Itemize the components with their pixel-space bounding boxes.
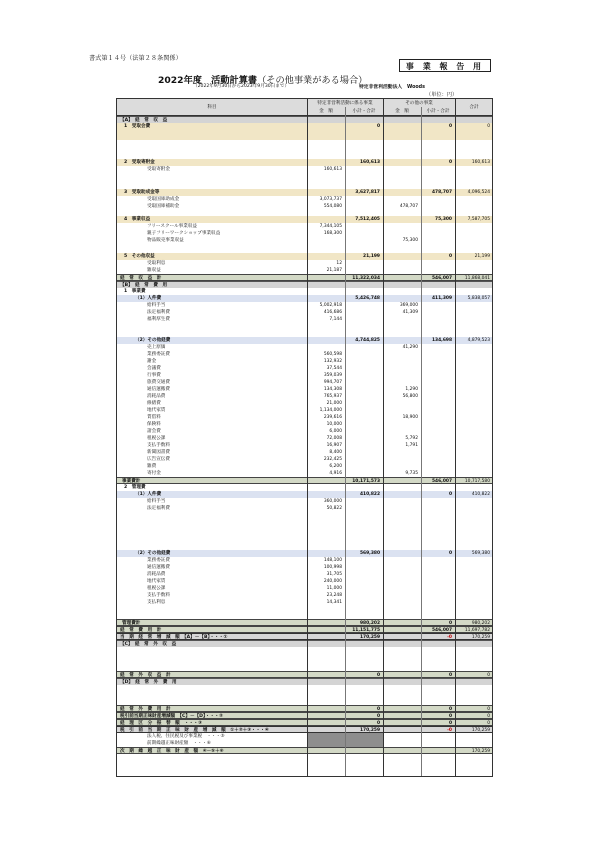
row-label: 【D】 経 常 外 費 用 <box>120 680 177 685</box>
row-label: 経 常 外 費 用 計 <box>120 707 171 712</box>
table-row <box>117 216 492 223</box>
column-divider <box>455 99 456 776</box>
cell-value: 569,380 <box>471 551 490 556</box>
table-row <box>117 400 492 407</box>
cell-value: 554,080 <box>323 204 342 209</box>
cell-value: 560,598 <box>323 352 342 357</box>
table-row <box>117 116 492 123</box>
cell-value: 160,613 <box>360 160 380 165</box>
cell-value: 10,171,573 <box>352 479 380 484</box>
cell-value: 41,309 <box>402 310 418 315</box>
row-label: 租税公課 <box>147 586 166 591</box>
blank-row <box>117 244 492 253</box>
table-row <box>117 281 492 288</box>
cell-value: 5,426,748 <box>355 296 380 301</box>
blank-row <box>117 606 492 619</box>
table-row <box>117 337 492 344</box>
table-row <box>117 705 492 712</box>
header-total: 合計 <box>469 105 479 110</box>
row-label: 保険料 <box>147 422 161 427</box>
cell-value: 50,822 <box>326 506 342 511</box>
table-row <box>117 428 492 435</box>
cell-value: 0 <box>376 714 380 719</box>
cell-value: 4,096,524 <box>467 190 490 195</box>
cell-value: 410,822 <box>360 492 380 497</box>
cell-value: 170,259 <box>471 749 490 754</box>
table-row <box>117 557 492 564</box>
cell-value: 359,039 <box>323 373 342 378</box>
cell-value: 170,259 <box>360 635 380 640</box>
table-row <box>117 393 492 400</box>
cell-value: 9,735 <box>405 471 418 476</box>
header-subtotal-1: 小計・合計 <box>352 109 376 114</box>
table-row <box>117 564 492 571</box>
row-label: 受取利息 <box>147 261 166 266</box>
row-label: （1）人件費 <box>135 492 162 497</box>
activity-statement-table <box>116 98 493 777</box>
header-subtotal-2: 小計・合計 <box>426 109 450 114</box>
table-row <box>117 671 492 678</box>
row-label: 行事費 <box>147 373 161 378</box>
table-row <box>117 626 492 633</box>
cell-value: 0 <box>487 673 490 678</box>
row-label: 受取寄附金 <box>147 167 170 172</box>
cell-value: 18,900 <box>402 415 418 420</box>
row-label: 経 理 区 分 振 替 額 ・・・③ <box>120 721 202 726</box>
table-row <box>117 463 492 470</box>
row-label: 福利厚生費 <box>147 317 170 322</box>
row-label: 経 常 外 収 益 計 <box>120 673 171 678</box>
column-divider <box>307 99 308 776</box>
table-row <box>117 578 492 585</box>
cell-value: 8,400 <box>329 450 342 455</box>
table-row <box>117 344 492 351</box>
organization: 特定非営利活動法人 Woods <box>359 85 425 90</box>
cell-value: 75,300 <box>402 238 418 243</box>
cell-value: 239,616 <box>323 415 342 420</box>
cell-value: 0 <box>487 714 490 719</box>
table-row <box>117 414 492 421</box>
cell-value: 170,259 <box>471 728 490 733</box>
cell-value: 11,151,775 <box>352 628 380 633</box>
table-row <box>117 421 492 428</box>
cell-value: 0 <box>487 721 490 726</box>
row-label: 前期繰越正味財産額 ・・・⑥ <box>147 741 211 746</box>
cell-value: 980,202 <box>360 621 380 626</box>
table-row <box>117 288 492 295</box>
cell-value: 0 <box>448 551 452 556</box>
cell-value: -0 <box>447 728 452 733</box>
blank-row <box>117 512 492 550</box>
cell-value: 1,290 <box>405 387 418 392</box>
row-label: 【C】 経 常 外 収 益 <box>120 642 177 647</box>
table-row <box>117 640 492 647</box>
table-row <box>117 407 492 414</box>
table-row <box>117 442 492 449</box>
cell-value: 0 <box>487 124 490 129</box>
table-row <box>117 449 492 456</box>
form-number: 書式第１４号（法第２８条関係） <box>89 55 182 62</box>
cell-value: 4,916 <box>329 471 342 476</box>
row-label: 2 受取寄附金 <box>124 160 155 165</box>
cell-value: 10,000 <box>326 422 342 427</box>
cell-value: 0 <box>376 673 380 678</box>
row-label: 税 引 前 当 期 正 味 財 産 増 減 額 ①＋②＋③・・・④ <box>120 728 269 733</box>
title-sub: （その他事業がある場合） <box>257 75 368 86</box>
cell-value: 0 <box>448 714 452 719</box>
row-label: 旅費交通費 <box>147 380 170 385</box>
cell-value: 0 <box>448 124 452 129</box>
row-label: 管理費計 <box>122 621 141 626</box>
row-label: 受取国庫補助金 <box>147 204 180 209</box>
cell-value: 546,007 <box>432 479 452 484</box>
row-label: 雑収益 <box>147 268 161 273</box>
table-row <box>117 619 492 626</box>
table-row <box>117 159 492 166</box>
table-row <box>117 365 492 372</box>
table-row <box>117 123 492 140</box>
cell-value: 0 <box>448 254 452 259</box>
row-label: フリースクール事業収益 <box>147 224 198 229</box>
report-label: 事 業 報 告 用 <box>399 59 491 72</box>
table-row <box>117 747 492 754</box>
header-subject: 科目 <box>207 105 217 110</box>
table-row <box>117 358 492 365</box>
cell-value: 160,613 <box>323 167 342 172</box>
table-row <box>117 302 492 309</box>
header-group-other: その他の事業 <box>405 101 433 106</box>
row-label: 給料手当 <box>147 303 166 308</box>
table-row <box>117 351 492 358</box>
cell-value: 10,717,580 <box>464 479 490 484</box>
column-divider <box>421 107 422 776</box>
blank-row <box>117 140 492 159</box>
row-label: 謝金 <box>147 359 157 364</box>
title-main: 2022年度 活動計算書 <box>158 75 258 86</box>
table-row <box>117 733 492 740</box>
cell-value: 1,791 <box>405 443 418 448</box>
cell-value: 11,000 <box>326 586 342 591</box>
row-label: 広告宣伝費 <box>147 457 170 462</box>
row-label: 1 事業費 <box>124 289 146 294</box>
cell-value: 980,202 <box>471 621 490 626</box>
cell-value: 0 <box>448 707 452 712</box>
cell-value: 5,002,918 <box>319 303 342 308</box>
table-row <box>117 456 492 463</box>
cell-value: 148,100 <box>323 558 342 563</box>
cell-value: 56,800 <box>402 394 418 399</box>
table-row <box>117 309 492 316</box>
table-row <box>117 678 492 685</box>
cell-value: 3,073,737 <box>319 197 342 202</box>
cell-value: 240,000 <box>323 579 342 584</box>
cell-value: 478,707 <box>432 190 452 195</box>
row-label: 法人税、住民税及び事業税 ・・・⑤ <box>147 734 225 739</box>
row-label: 業務委託費 <box>147 558 170 563</box>
row-label: 消耗品費 <box>147 572 166 577</box>
row-label: 受取国庫助成金 <box>147 197 180 202</box>
row-label: 支払手数料 <box>147 593 170 598</box>
table-row <box>117 253 492 260</box>
table-row <box>117 196 492 203</box>
table-row <box>117 585 492 592</box>
row-label: （2）その他経費 <box>135 338 171 343</box>
table-row <box>117 230 492 237</box>
cell-value: 160,613 <box>471 160 490 165</box>
table-row <box>117 295 492 302</box>
column-divider <box>345 107 346 776</box>
table-row <box>117 498 492 505</box>
cell-value: 410,822 <box>471 492 490 497</box>
column-divider <box>383 99 384 776</box>
cell-value: 134,308 <box>323 387 342 392</box>
row-label: 地代家賃 <box>147 408 166 413</box>
table-row <box>117 267 492 274</box>
cell-value: 7,344,105 <box>319 224 342 229</box>
cell-value: 100,998 <box>323 565 342 570</box>
row-label: 賃借料 <box>147 415 161 420</box>
cell-value: 12 <box>336 261 342 266</box>
table-row <box>117 189 492 196</box>
cell-value: 23,248 <box>326 593 342 598</box>
row-label: 親子フリーワークショップ事業収益 <box>147 231 221 236</box>
cell-value: -0 <box>447 635 452 640</box>
table-row <box>117 484 492 491</box>
cell-value: 416,686 <box>323 310 342 315</box>
row-label: 法定福利費 <box>147 506 170 511</box>
table-row <box>117 505 492 512</box>
period: （2022年9月30日から2023年9月30日まで） <box>193 84 290 89</box>
table-row <box>117 274 492 281</box>
row-label: 【A】 経 常 収 益 <box>120 118 168 123</box>
row-label: （2）その他経費 <box>135 551 171 556</box>
row-label: 寄付金 <box>147 471 161 476</box>
header-amount-2: 金 額 <box>395 109 409 114</box>
table-row <box>117 372 492 379</box>
cell-value: 14,341 <box>326 600 342 605</box>
cell-value: 0 <box>448 160 452 165</box>
row-label: 業務委託費 <box>147 352 170 357</box>
table-row <box>117 203 492 210</box>
row-label: 事業費計 <box>122 479 141 484</box>
table-row <box>117 316 492 323</box>
row-label: 雑費 <box>147 464 157 469</box>
row-label: 新聞図書費 <box>147 450 170 455</box>
row-label: 税引前当期正味財産増減額 【C】－【D】・・・② <box>120 714 223 719</box>
row-label: 経 常 収 益 計 <box>120 276 162 281</box>
cell-value: 1,134,000 <box>319 408 342 413</box>
cell-value: 21,199 <box>474 254 490 259</box>
table-row <box>117 470 492 477</box>
table-row <box>117 599 492 606</box>
table-row <box>117 633 492 640</box>
cell-value: 0 <box>448 492 452 497</box>
cell-value: 134,698 <box>432 338 452 343</box>
cell-value: 0 <box>448 721 452 726</box>
row-label: 地代家賃 <box>147 579 166 584</box>
header-amount-1: 金 額 <box>319 109 333 114</box>
cell-value: 6,000 <box>329 429 342 434</box>
table-row <box>117 550 492 557</box>
cell-value: 41,290 <box>402 345 418 350</box>
blank-row <box>117 647 492 671</box>
cell-value: 21,187 <box>326 268 342 273</box>
table-row <box>117 712 492 719</box>
table-row <box>117 491 492 498</box>
row-label: 4 事業収益 <box>124 217 151 222</box>
row-label: 通信運搬費 <box>147 387 170 392</box>
cell-value: 546,007 <box>432 276 452 281</box>
table-row <box>117 237 492 244</box>
cell-value: 569,380 <box>360 551 380 556</box>
cell-value: 994,707 <box>323 380 342 385</box>
table-row <box>117 260 492 267</box>
table-row <box>117 477 492 484</box>
row-label: 給料手当 <box>147 499 166 504</box>
row-label: 支払利息 <box>147 600 166 605</box>
table-header <box>117 99 492 116</box>
cell-value: 4,879,523 <box>467 338 490 343</box>
row-label: 経 常 費 用 計 <box>120 628 162 633</box>
cell-value: 31,705 <box>326 572 342 577</box>
cell-value: 16,907 <box>326 443 342 448</box>
table-row <box>117 379 492 386</box>
row-label: 次 期 繰 越 正 味 財 産 額 ④－⑤＋⑥ <box>120 749 224 754</box>
blank-row <box>117 685 492 705</box>
row-label: 通信運搬費 <box>147 565 170 570</box>
row-label: 法定福利費 <box>147 310 170 315</box>
table-row <box>117 223 492 230</box>
row-label: （1）人件費 <box>135 296 162 301</box>
cell-value: 360,000 <box>323 499 342 504</box>
row-label: 5 その他収益 <box>124 254 155 259</box>
table-row <box>117 435 492 442</box>
cell-value: 0 <box>448 673 452 678</box>
cell-value: 369,000 <box>399 303 418 308</box>
cell-value: 7,587,705 <box>467 217 490 222</box>
cell-value: 75,300 <box>435 217 452 222</box>
cell-value: 0 <box>448 621 452 626</box>
cell-value: 7,512,405 <box>355 217 380 222</box>
row-label: 【B】 経 常 費 用 <box>120 283 168 288</box>
row-label: 諸会費 <box>147 429 161 434</box>
cell-value: 765,937 <box>323 394 342 399</box>
row-label: 当 期 経 常 増 減 額 【A】－【B】・・・① <box>120 635 228 640</box>
cell-value: 11,868,041 <box>464 276 490 281</box>
table-row <box>117 740 492 747</box>
cell-value: 168,300 <box>323 231 342 236</box>
row-label: 物品販売事業収益 <box>147 238 184 243</box>
cell-value: 7,144 <box>329 317 342 322</box>
row-label: 消耗品費 <box>147 394 166 399</box>
row-label: 修繕費 <box>147 401 161 406</box>
table-row <box>117 726 492 733</box>
cell-value: 5,792 <box>405 436 418 441</box>
row-label: 租税公課 <box>147 436 166 441</box>
row-label: 支払手数料 <box>147 443 170 448</box>
cell-value: 0 <box>376 124 380 129</box>
row-label: 2 管理費 <box>124 485 146 490</box>
row-label: 3 受取助成金等 <box>124 190 160 195</box>
cell-value: 0 <box>487 707 490 712</box>
cell-value: 11,322,034 <box>352 276 380 281</box>
row-label: 会議費 <box>147 366 161 371</box>
table-row <box>117 386 492 393</box>
cell-value: 11,697,782 <box>464 628 490 633</box>
table-row <box>117 592 492 599</box>
cell-value: 232,425 <box>323 457 342 462</box>
row-label: 1 受取会費 <box>124 124 151 129</box>
cell-value: 411,309 <box>432 296 452 301</box>
cell-value: 4,744,825 <box>355 338 380 343</box>
cell-value: 21,000 <box>326 401 342 406</box>
cell-value: 478,707 <box>399 204 418 209</box>
cell-value: 37,544 <box>326 366 342 371</box>
table-row <box>117 571 492 578</box>
cell-value: 0 <box>376 721 380 726</box>
cell-value: 21,199 <box>363 254 380 259</box>
cell-value: 170,259 <box>471 635 490 640</box>
cell-value: 0 <box>376 707 380 712</box>
cell-value: 72,008 <box>326 436 342 441</box>
unit-label: （単位：円） <box>426 92 458 98</box>
cell-value: 5,838,057 <box>467 296 490 301</box>
table-row <box>117 719 492 726</box>
cell-value: 132,932 <box>323 359 342 364</box>
table-row <box>117 166 492 186</box>
header-group-nonprofit: 特定非営利活動に係る事業 <box>317 101 373 106</box>
cell-value: 6,200 <box>329 464 342 469</box>
cell-value: 170,259 <box>360 728 380 733</box>
blank-row <box>117 323 492 337</box>
cell-value: 546,007 <box>432 628 452 633</box>
cell-value: 3,627,817 <box>355 190 380 195</box>
row-label: 売上原価 <box>147 345 166 350</box>
